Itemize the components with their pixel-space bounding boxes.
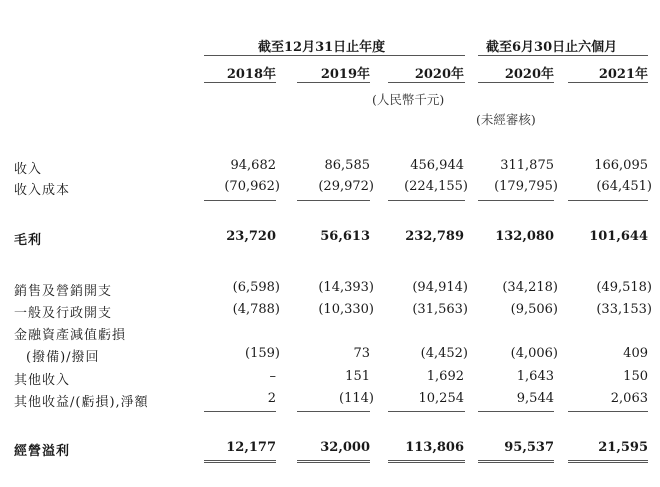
cell: (29,972) — [318, 179, 374, 194]
cell: 2,063 — [610, 391, 648, 406]
subtotal-line — [478, 411, 554, 412]
cell: (94,914) — [412, 280, 468, 295]
subtotal-line — [388, 200, 465, 201]
year-2019: 2019年 — [320, 67, 370, 82]
cell: (14,393) — [318, 280, 374, 295]
year-underline-5 — [568, 82, 648, 83]
year-2020: 2020年 — [414, 67, 464, 82]
cell: 10,254 — [418, 391, 464, 406]
total-double-line — [568, 460, 648, 463]
subtotal-line — [568, 411, 648, 412]
row-label-gross-profit: 毛利 — [14, 233, 43, 248]
subtotal-line — [388, 411, 465, 412]
cell: 32,000 — [320, 440, 370, 455]
cell: (70,962) — [224, 179, 280, 194]
year-underline-4 — [478, 82, 554, 83]
cell: (33,153) — [596, 302, 652, 317]
subtotal-line — [297, 411, 370, 412]
group-header-six-months: 截至6月30日止六個月 — [486, 40, 618, 55]
year-underline-2 — [297, 82, 370, 83]
cell: – — [269, 369, 276, 384]
row-label-admin-expenses: 一般及行政開支 — [14, 306, 113, 321]
year-2018: 2018年 — [226, 67, 276, 82]
cell: (34,218) — [502, 280, 558, 295]
cell: (159) — [245, 346, 280, 361]
row-label-other-gains: 其他收益/(虧損),淨額 — [14, 395, 149, 410]
cell: 232,789 — [405, 229, 464, 244]
cell: (4,452) — [420, 346, 468, 361]
cell: 1,692 — [426, 369, 464, 384]
subtotal-line — [568, 200, 648, 201]
cell: (4,006) — [510, 346, 558, 361]
cell: 132,080 — [495, 229, 554, 244]
row-label-other-income: 其他收入 — [14, 373, 71, 388]
subtotal-line — [297, 200, 370, 201]
cell: (9,506) — [510, 302, 558, 317]
cell: (31,563) — [412, 302, 468, 317]
group-header-year-ended: 截至12月31日止年度 — [258, 40, 386, 55]
year-underline-3 — [388, 82, 465, 83]
cell: 56,613 — [320, 229, 370, 244]
cell: 21,595 — [598, 440, 648, 455]
total-double-line — [204, 460, 276, 463]
total-double-line — [297, 460, 370, 463]
group-underline-2 — [478, 55, 648, 56]
cell: 151 — [345, 369, 370, 384]
cell: 311,875 — [500, 158, 554, 173]
row-label-provision-reversal: (撥備)/撥回 — [26, 350, 100, 365]
subtotal-line — [478, 200, 554, 201]
cell: 86,585 — [324, 158, 370, 173]
cell: 95,537 — [504, 440, 554, 455]
subtotal-line — [204, 411, 276, 412]
cell: 456,944 — [410, 158, 464, 173]
cell: (10,330) — [318, 302, 374, 317]
row-label-selling-expenses: 銷售及營銷開支 — [14, 284, 113, 299]
cell: (179,795) — [494, 179, 558, 194]
cell: (64,451) — [596, 179, 652, 194]
group-underline-1 — [204, 55, 465, 56]
row-label-operating-profit: 經營溢利 — [14, 444, 71, 459]
cell: 150 — [623, 369, 648, 384]
cell: 2 — [267, 391, 276, 406]
cell: (224,155) — [404, 179, 468, 194]
cell: 94,682 — [230, 158, 276, 173]
subtotal-line — [204, 200, 276, 201]
cell: 12,177 — [226, 440, 276, 455]
cell: (49,518) — [596, 280, 652, 295]
cell: 166,095 — [594, 158, 648, 173]
unaudited-note: (未經審核) — [476, 112, 536, 127]
year-underline-1 — [204, 82, 276, 83]
unit-note: (人民幣千元) — [372, 92, 445, 107]
cell: 23,720 — [226, 229, 276, 244]
cell: (6,598) — [232, 280, 280, 295]
cell: (4,788) — [232, 302, 280, 317]
total-double-line — [388, 460, 465, 463]
cell: 9,544 — [516, 391, 554, 406]
cell: 1,643 — [516, 369, 554, 384]
cell: 409 — [623, 346, 648, 361]
year-2020-h1: 2020年 — [504, 67, 554, 82]
cell: 101,644 — [589, 229, 648, 244]
total-double-line — [478, 460, 554, 463]
row-label-impairment: 金融資產減值虧損 — [14, 328, 127, 343]
year-2021-h1: 2021年 — [598, 67, 648, 82]
cell: (114) — [339, 391, 374, 406]
cell: 113,806 — [405, 440, 464, 455]
row-label-cost-of-revenue: 收入成本 — [14, 183, 71, 198]
cell: 73 — [353, 346, 370, 361]
row-label-revenue: 收入 — [14, 162, 43, 177]
